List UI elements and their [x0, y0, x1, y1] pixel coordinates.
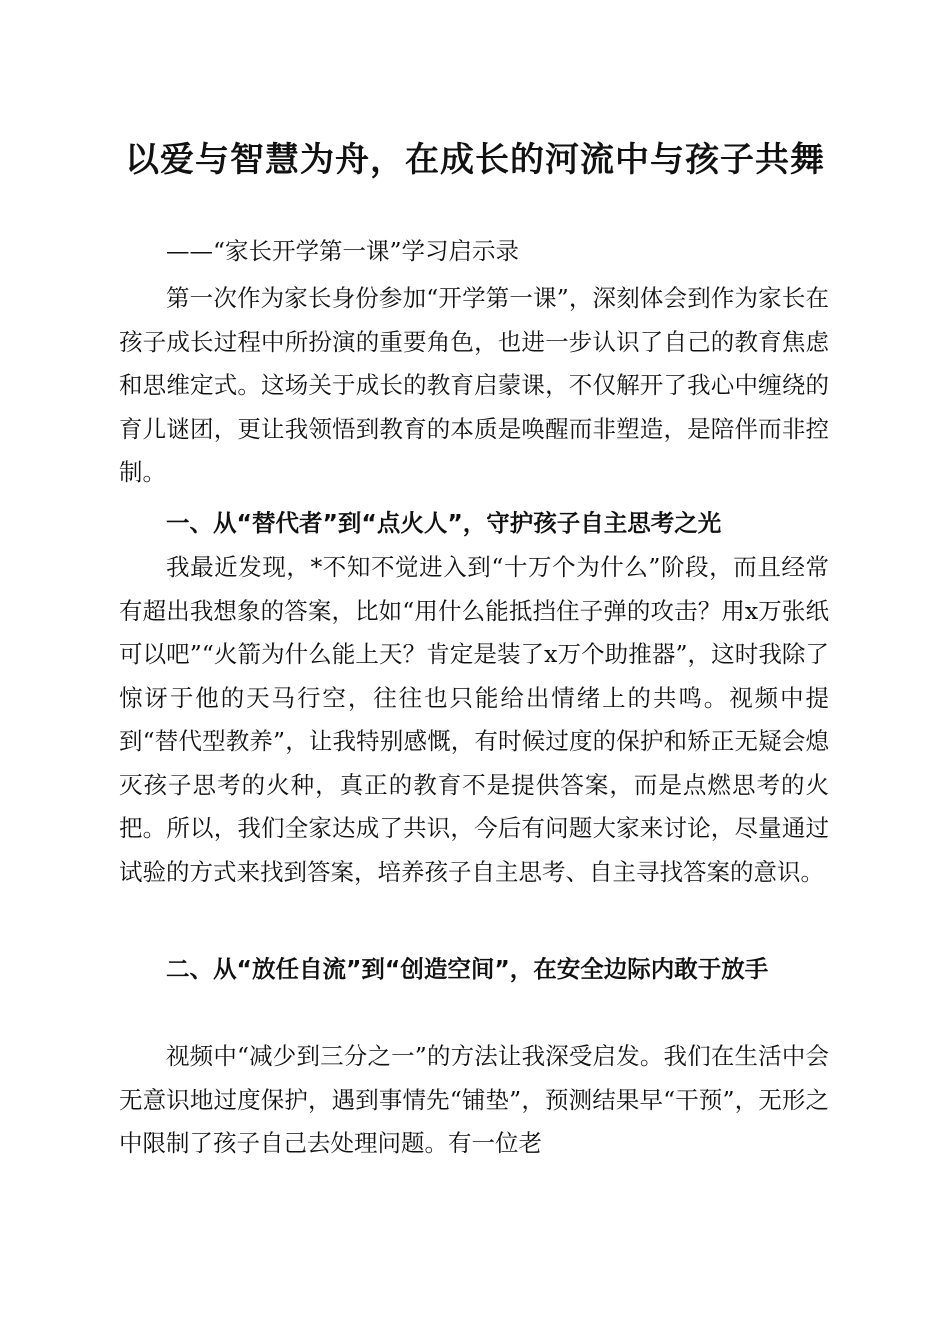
paragraph-section-2: 视频中“减少到三分之一”的方法让我深受启发。我们在生活中会无意识地过度保护，遇到事情先“铺垫”，预测结果早“干预”，无形之中限制了孩子自己去处理问题。有一位老	[119, 1042, 829, 1157]
paragraph-intro: 第一次作为家长身份参加“开学第一课”，深刻体会到作为家长在孩子成长过程中所扮演的重要角色，也进一步认识了自己的教育焦虑和思维定式。这场关于成长的教育启蒙课，不仅解开了我心中缠绕的育儿谜团，更让我领悟到教育的本质是唤醒而非塑造，是陪伴而非控制。	[119, 284, 829, 486]
section-heading-1: 一、从“替代者”到“点火人”，守护孩子自主思考之光	[166, 509, 722, 537]
document-subtitle: ——“家长开学第一课”学习启示录	[166, 237, 520, 265]
paragraph-section-1: 我最近发现，*不知不觉进入到“十万个为什么”阶段，而且经常有超出我想象的答案，比如“用什么能抵挡住子弹的攻击？用x万张纸可以吧”“火箭为什么能上天？肯定是装了x万个助推器”，这时我除了惊讶于他的天马行空，往往也只能给出情绪上的共鸣。视频中提到“替代型教养”，让我特别感慨，有时候过度的保护和矫正无疑会熄灭孩子思考的火种，真正的教育不是提供答案，而是点燃思考的火把。所以，我们全家达成了共识，今后有问题大家来讨论，尽量通过试验的方式来找到答案，培养孩子自主思考、自主寻找答案的意识。	[119, 553, 829, 886]
section-heading-2: 二、从“放任自流”到“创造空间”，在安全边际内敢于放手	[166, 955, 769, 983]
document-title: 以爱与智慧为舟，在成长的河流中与孩子共舞	[125, 140, 825, 180]
